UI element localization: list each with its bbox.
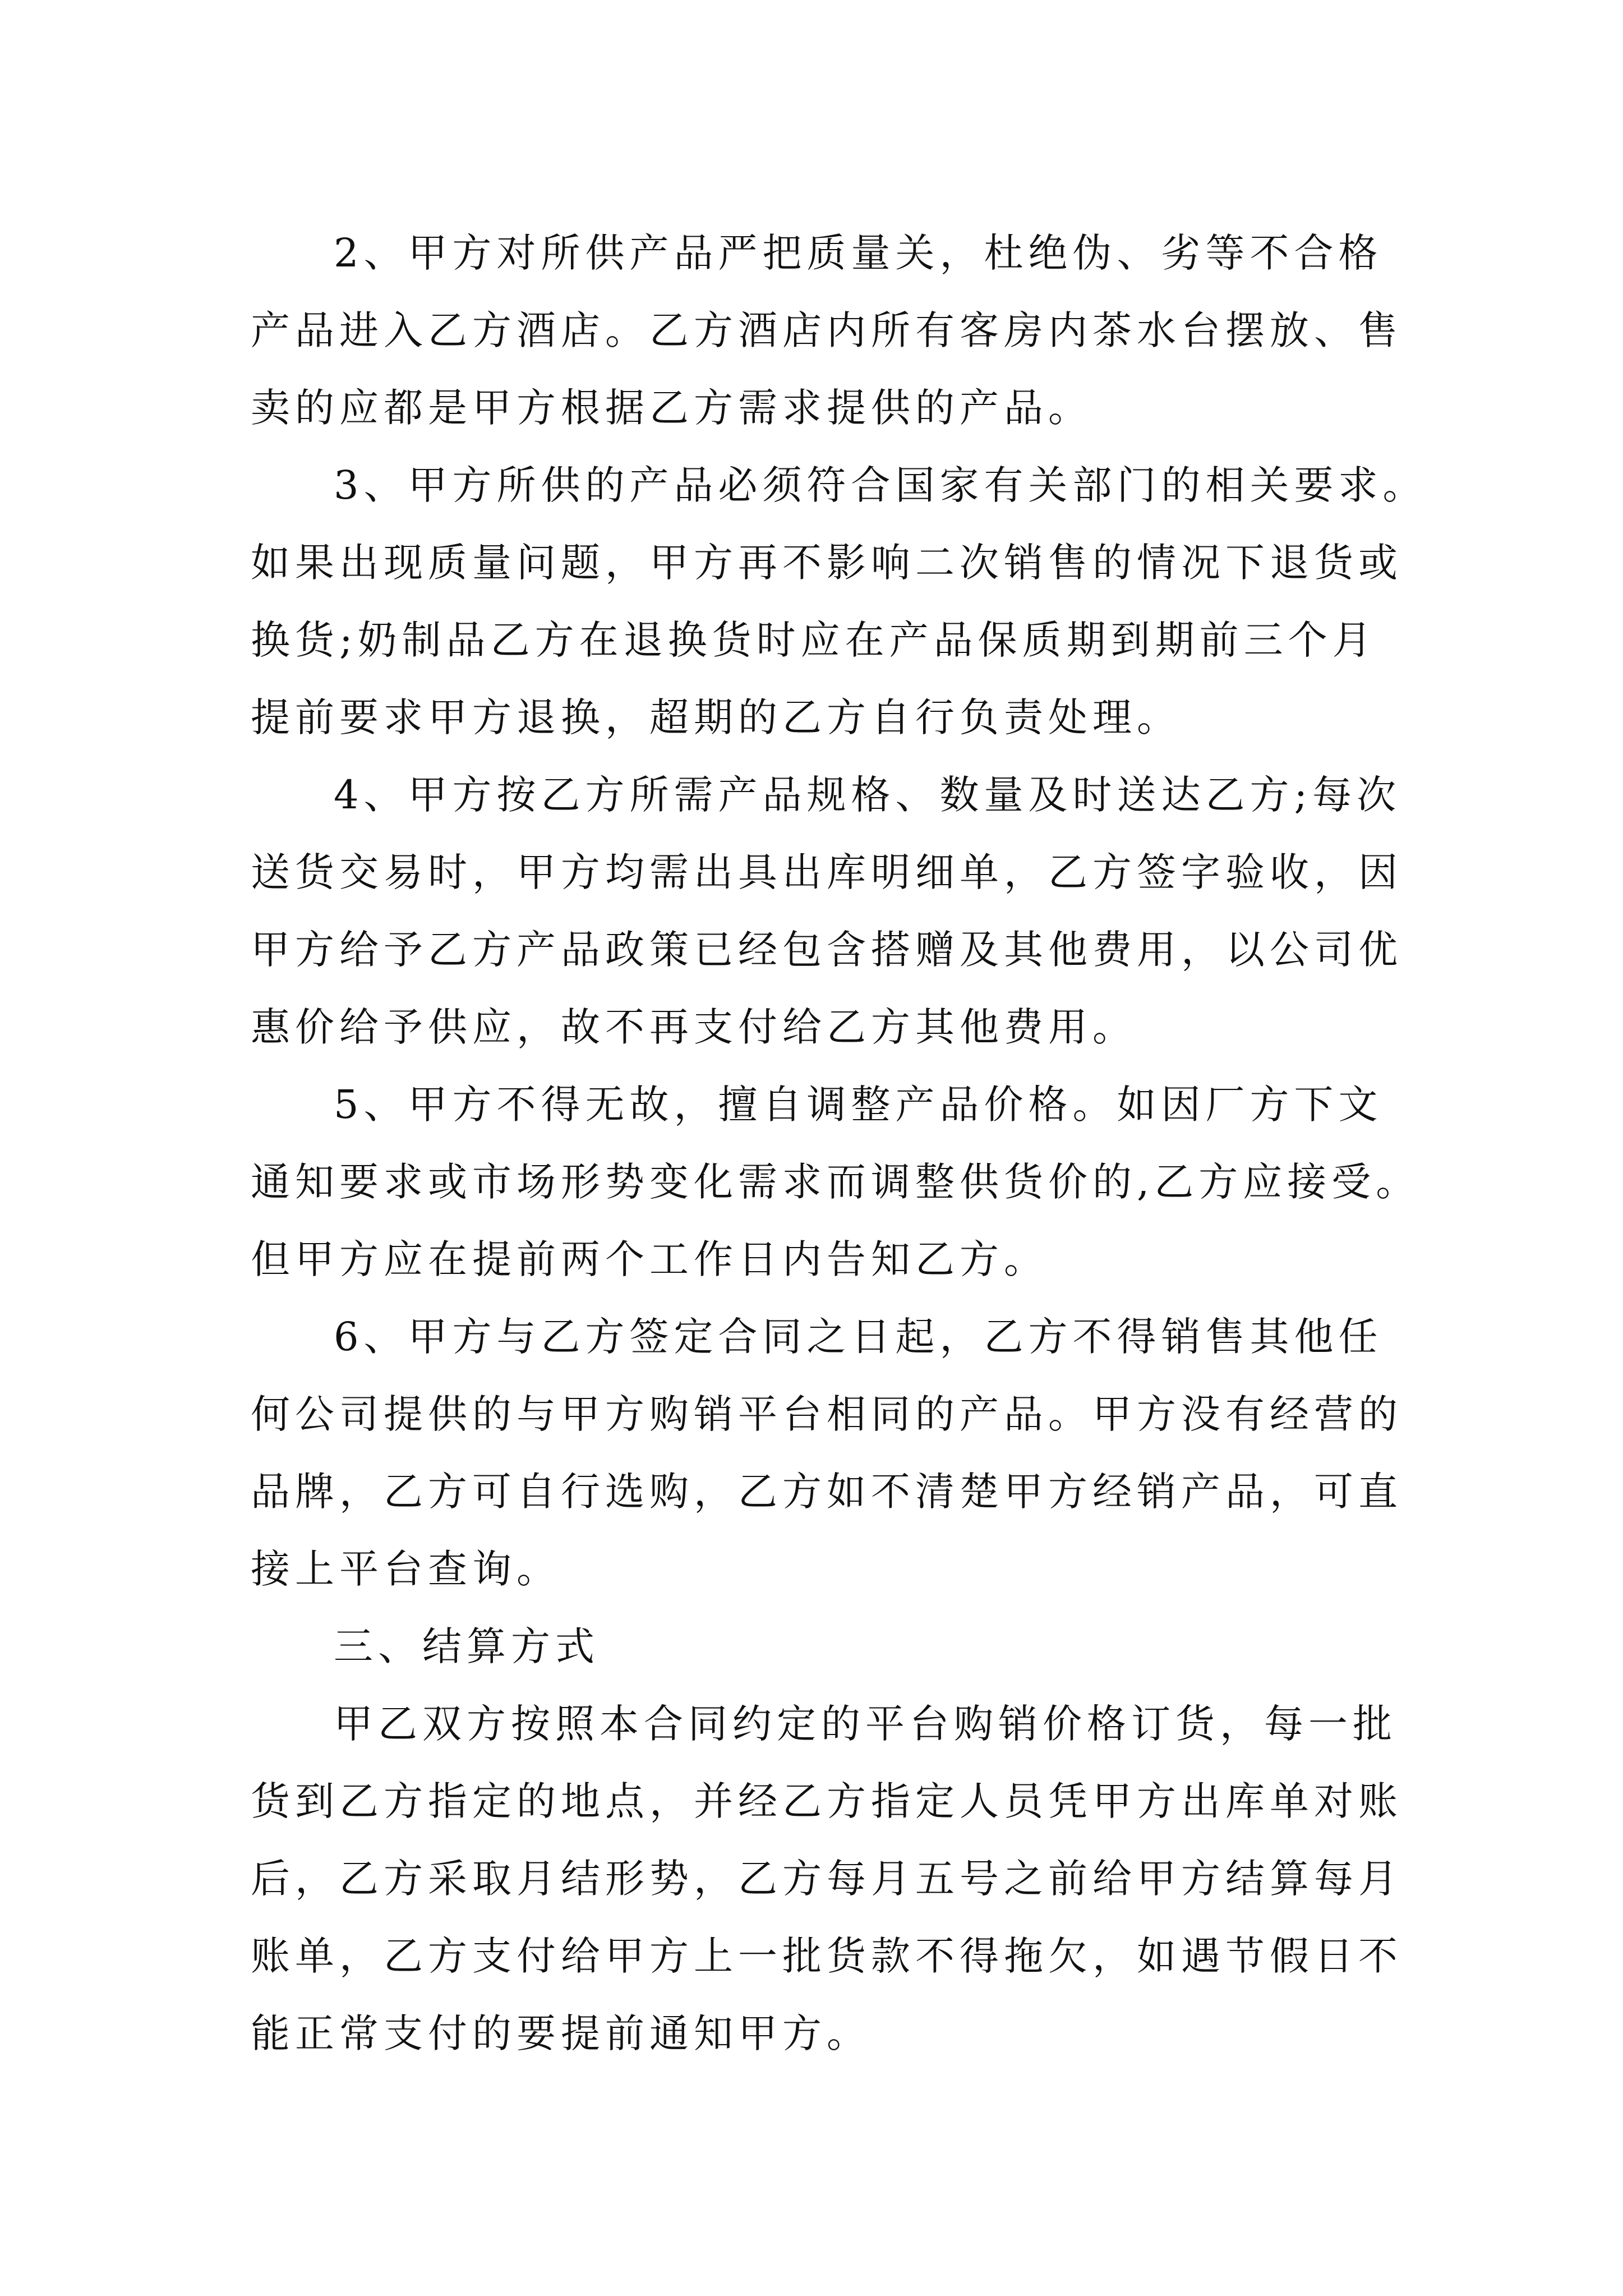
- paragraph-line: 何公司提供的与甲方购销平台相同的产品。甲方没有经营的: [251, 1391, 1403, 1437]
- paragraph-line: 2、甲方对所供产品严把质量关，杜绝伪、劣等不合格: [334, 230, 1383, 276]
- section-heading: 三、结算方式: [334, 1623, 600, 1669]
- paragraph-line: 换货;奶制品乙方在退换货时应在产品保质期到期前三个月: [251, 617, 1377, 663]
- paragraph-line: 产品进入乙方酒店。乙方酒店内所有客房内茶水台摆放、售: [251, 307, 1403, 353]
- paragraph-line: 4、甲方按乙方所需产品规格、数量及时送达乙方;每次: [334, 772, 1401, 818]
- paragraph-line: 5、甲方不得无故，擅自调整产品价格。如因厂方下文: [334, 1082, 1383, 1128]
- paragraph-line: 如果出现质量问题，甲方再不影响二次销售的情况下退货或: [251, 540, 1403, 586]
- paragraph-line: 接上平台查询。: [251, 1546, 561, 1592]
- paragraph-line: 账单，乙方支付给甲方上一批货款不得拖欠，如遇节假日不: [251, 1933, 1403, 1979]
- paragraph-line: 品牌，乙方可自行选购，乙方如不清楚甲方经销产品，可直: [251, 1469, 1403, 1515]
- paragraph-line: 甲方给予乙方产品政策已经包含搭赠及其他费用，以公司优: [251, 927, 1403, 973]
- paragraph-line: 惠价给予供应，故不再支付给乙方其他费用。: [251, 1004, 1137, 1050]
- paragraph-line: 3、甲方所供的产品必须符合国家有关部门的相关要求。: [334, 462, 1427, 508]
- paragraph-line: 送货交易时，甲方均需出具出库明细单，乙方签字验收，因: [251, 849, 1403, 895]
- document-body: [251, 214, 1427, 2072]
- paragraph-line: 后，乙方采取月结形势，乙方每月五号之前给甲方结算每月: [251, 1856, 1403, 1902]
- paragraph-line: 甲乙双方按照本合同约定的平台购销价格订货，每一批: [334, 1701, 1397, 1747]
- paragraph-line: 提前要求甲方退换，超期的乙方自行负责处理。: [251, 694, 1181, 740]
- paragraph-line: 6、甲方与乙方签定合同之日起，乙方不得销售其他任: [334, 1314, 1383, 1360]
- paragraph-line: 通知要求或市场形势变化需求而调整供货价的,乙方应接受。: [251, 1159, 1421, 1205]
- paragraph-line: 但甲方应在提前两个工作日内告知乙方。: [251, 1236, 1048, 1282]
- paragraph-line: 能正常支付的要提前通知甲方。: [251, 2010, 871, 2056]
- paragraph-line: 卖的应都是甲方根据乙方需求提供的产品。: [251, 385, 1092, 431]
- paragraph-line: 货到乙方指定的地点，并经乙方指定人员凭甲方出库单对账: [251, 1778, 1403, 1824]
